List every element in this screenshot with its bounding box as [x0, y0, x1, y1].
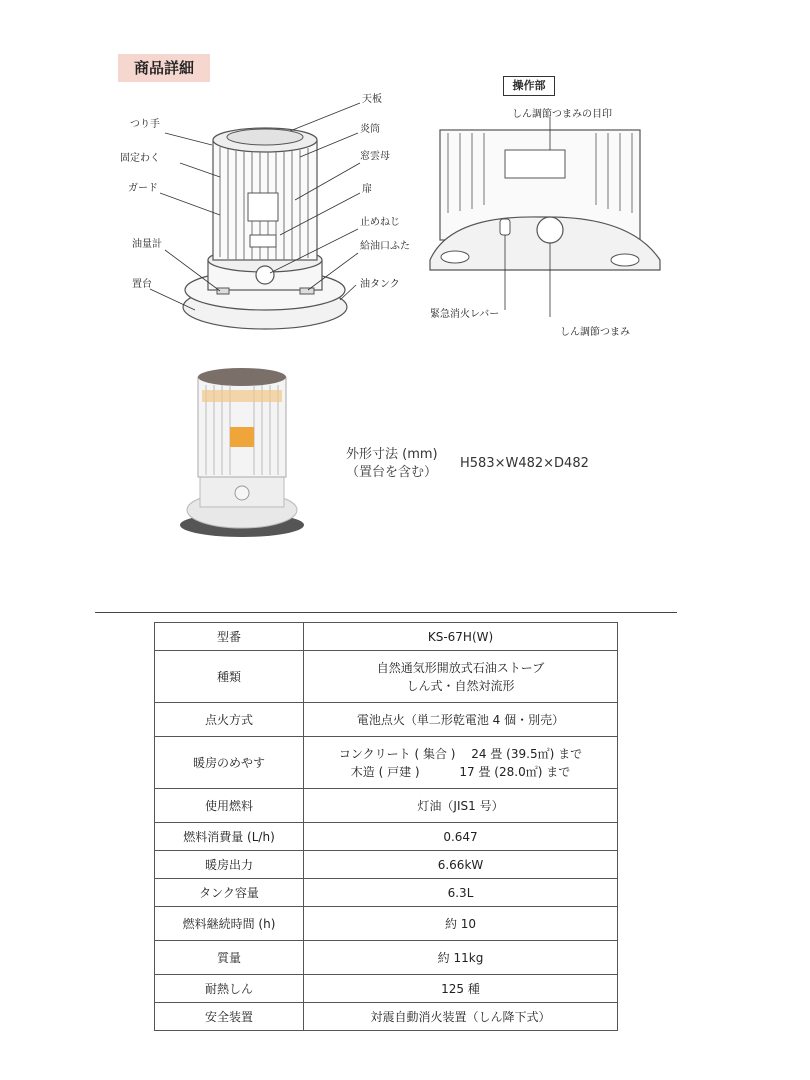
spec-key: 点火方式	[155, 703, 304, 737]
spec-row	[155, 823, 618, 851]
label-shin-tsumami: しん調節つまみ	[560, 327, 630, 338]
spec-value	[304, 823, 618, 851]
spec-value-line: 電池点火（単二形乾電池 4 個・別売）	[356, 712, 565, 727]
dimensions-label-line2: （置台を含む）	[346, 465, 438, 480]
spec-value	[304, 737, 618, 789]
spec-value-line: 自然通気形開放式石油ストーブ	[376, 660, 545, 675]
label-guard: ガード	[128, 183, 158, 194]
spec-row	[155, 651, 618, 703]
spec-key: 使用燃料	[155, 789, 304, 823]
spec-value-line: 0.647	[443, 829, 478, 844]
spec-row	[155, 1003, 618, 1031]
spec-value	[304, 789, 618, 823]
spec-value-line: 6.66kW	[437, 857, 484, 872]
label-tomeneji: 止めねじ	[360, 217, 400, 228]
dimensions-label	[346, 446, 438, 482]
spec-key: 安全装置	[155, 1003, 304, 1031]
label-kyuyukoufuta: 給油口ふた	[360, 241, 410, 252]
spec-value-line: しん式・自然対流形	[406, 678, 515, 693]
spec-row	[155, 851, 618, 879]
spec-key: 暖房出力	[155, 851, 304, 879]
spec-value-line: 対震自動消火装置（しん降下式）	[370, 1009, 551, 1024]
spec-row	[155, 941, 618, 975]
spec-row	[155, 789, 618, 823]
spec-key: 燃料消費量 (L/h)	[155, 823, 304, 851]
dimensions-value: H583×W482×D482	[460, 456, 589, 471]
spec-value	[304, 703, 618, 737]
spec-value-line: 約 11kg	[437, 950, 484, 965]
spec-value	[304, 851, 618, 879]
spec-row	[155, 623, 618, 651]
spec-value	[304, 623, 618, 651]
spec-value	[304, 941, 618, 975]
spec-value-line: 125 種	[441, 981, 480, 996]
label-kinkyu-lever: 緊急消火レバー	[430, 309, 500, 320]
spec-key: 質量	[155, 941, 304, 975]
spec-key: タンク容量	[155, 879, 304, 907]
dimensions-label-line1: 外形寸法 (mm)	[346, 447, 438, 462]
label-tenban: 天板	[362, 94, 382, 105]
label-okidai: 置台	[132, 279, 152, 290]
spec-table	[154, 622, 618, 1031]
spec-value-line: 約 10	[444, 916, 477, 931]
spec-value	[304, 1003, 618, 1031]
spec-value-line: KS-67H(W)	[427, 629, 494, 644]
spec-key: 暖房のめやす	[155, 737, 304, 789]
spec-row	[155, 907, 618, 941]
spec-value-line: コンクリート ( 集合 ) 24 畳 (39.5㎡) まで	[338, 746, 583, 761]
parts-diagram	[120, 85, 670, 350]
label-tobira: 扉	[362, 184, 372, 195]
label-entou: 炎筒	[360, 124, 380, 135]
spec-value	[304, 975, 618, 1003]
label-madounmo: 窓雲母	[360, 151, 390, 162]
divider-line	[95, 612, 677, 613]
spec-value	[304, 879, 618, 907]
spec-row	[155, 879, 618, 907]
spec-row	[155, 737, 618, 789]
section-title: 商品詳細	[118, 54, 210, 82]
spec-key: 種類	[155, 651, 304, 703]
label-yuryokei: 油量計	[132, 239, 162, 250]
spec-key: 耐熱しん	[155, 975, 304, 1003]
operation-panel-title: 操作部	[503, 76, 555, 96]
spec-row	[155, 703, 618, 737]
spec-key: 型番	[155, 623, 304, 651]
label-mejirushi: しん調節つまみの目印	[512, 109, 612, 120]
label-koteiwaku: 固定わく	[120, 153, 160, 164]
product-photo	[180, 365, 310, 540]
spec-row	[155, 975, 618, 1003]
spec-value-line: 木造 ( 戸建 ) 17 畳 (28.0㎡) まで	[350, 764, 571, 779]
label-tsurite: つり手	[130, 119, 160, 130]
spec-key: 燃料継続時間 (h)	[155, 907, 304, 941]
spec-value-line: 灯油（JIS1 号）	[417, 798, 504, 813]
spec-value-line: 6.3L	[447, 885, 474, 900]
spec-value	[304, 907, 618, 941]
label-yutank: 油タンク	[360, 279, 400, 290]
spec-value	[304, 651, 618, 703]
